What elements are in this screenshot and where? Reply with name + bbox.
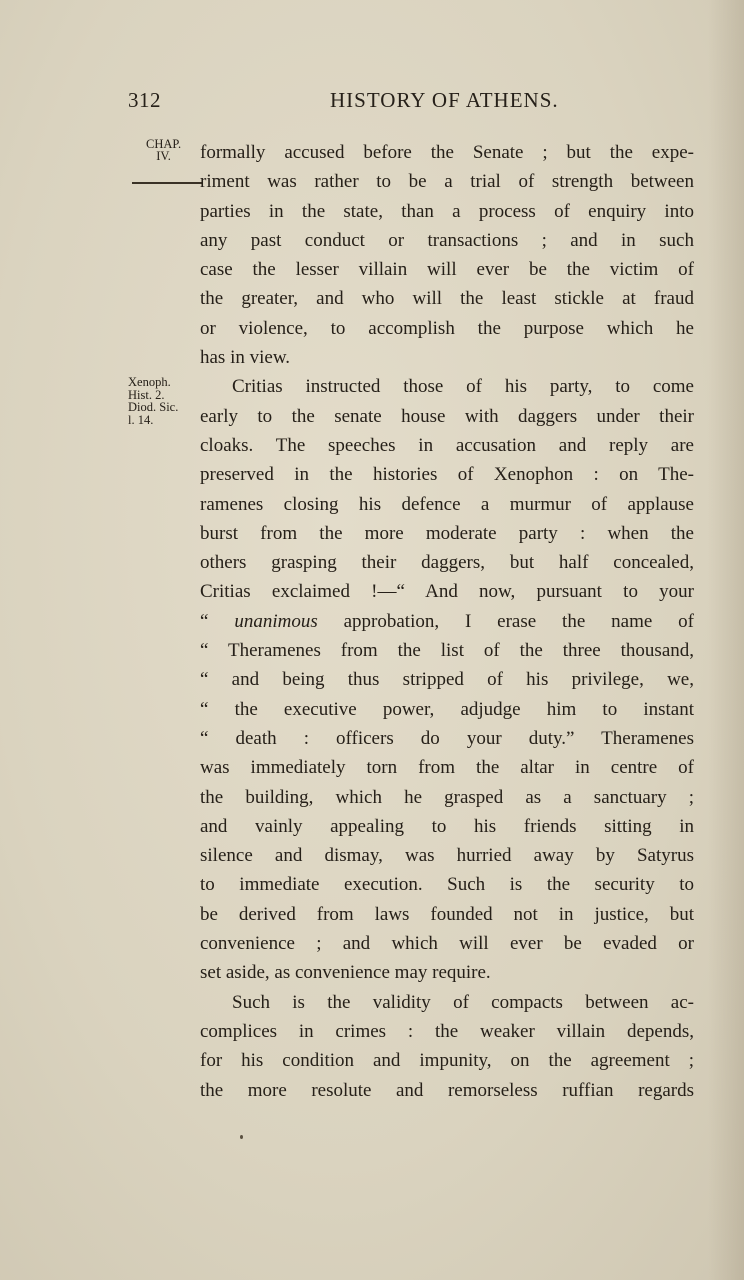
text-line: Critias instructed those of his party, to come	[232, 376, 694, 398]
ink-speck	[240, 1135, 243, 1139]
text-line: Such is the validity of compacts between ac-	[232, 991, 694, 1013]
text-line: “ Theramenes from the list of the three thousand,	[200, 640, 694, 662]
text-line: “ and being thus stripped of his privilege, we,	[200, 669, 694, 691]
chapter-marker	[146, 138, 181, 162]
text-line: “ the executive power, adjudge him to instant	[200, 698, 694, 720]
chapter-number: IV.	[156, 149, 171, 163]
text-line: any past conduct or transactions ; and in such	[200, 229, 694, 251]
source-sidenote	[128, 376, 178, 426]
text-line: formally accused before the Senate ; but the expe-	[200, 142, 694, 163]
text-line: complices in crimes : the weaker villain depends,	[200, 1020, 694, 1042]
text-line: cloaks. The speeches in accusation and reply are	[200, 434, 694, 456]
text-line: ramenes closing his defence a murmur of applause	[200, 493, 694, 515]
text-line: early to the senate house with daggers under their	[200, 405, 694, 427]
text-line: set aside, as convenience may require.	[200, 962, 491, 984]
text-line-italic	[200, 607, 694, 636]
text-line: the greater, and who will the least stickle at fraud	[200, 288, 694, 310]
text-line: be derived from laws founded not in justice, but	[200, 903, 694, 925]
text-line: riment was rather to be a trial of strength between	[200, 171, 694, 193]
text-line: for his condition and impunity, on the agreement ;	[200, 1050, 694, 1072]
text-line: Critias exclaimed !—“ And now, pursuant to your	[200, 581, 694, 603]
chapter-label: CHAP.	[146, 137, 182, 151]
page-header	[0, 88, 744, 118]
text-line: convenience ; and which will ever be evaded or	[200, 933, 694, 955]
body-text	[200, 138, 694, 1105]
page-edge-shadow	[708, 0, 744, 1280]
line-rest: approbation, I erase the name of	[317, 610, 694, 632]
running-title: HISTORY OF ATHENS.	[330, 88, 559, 112]
text-line: and vainly appealing to his friends sitting in	[200, 815, 694, 837]
quote-open: “	[200, 610, 235, 632]
sidenote-line: Hist. 2.	[128, 387, 165, 402]
text-line: to immediate execution. Such is the security to	[200, 874, 694, 896]
italic-word: unanimous	[234, 610, 318, 632]
text-line: preserved in the histories of Xenophon : on The-	[200, 464, 694, 486]
text-line: parties in the state, than a process of enquiry into	[200, 200, 694, 222]
sidenote-line: l. 14.	[128, 412, 154, 427]
text-line: others grasping their daggers, but half concealed,	[200, 552, 694, 574]
text-line: the more resolute and remorseless ruffian regards	[200, 1079, 694, 1101]
text-line: case the lesser villain will ever be the victim of	[200, 259, 694, 281]
text-line: has in view.	[200, 347, 291, 369]
sidenote-line: Xenoph.	[128, 375, 171, 389]
chapter-rule	[132, 182, 202, 184]
text-line: silence and dismay, was hurried away by Satyrus	[200, 845, 694, 867]
text-line: was immediately torn from the altar in centre of	[200, 757, 694, 779]
text-line: or violence, to accomplish the purpose which he	[200, 317, 694, 339]
sidenote-line: Diod. Sic.	[128, 400, 179, 414]
page-number: 312	[128, 88, 161, 112]
text-line: burst from the more moderate party : when the	[200, 522, 694, 544]
text-line: the building, which he grasped as a sanctuary ;	[200, 786, 694, 808]
text-line: “ death : officers do your duty.” Theramenes	[200, 727, 694, 749]
